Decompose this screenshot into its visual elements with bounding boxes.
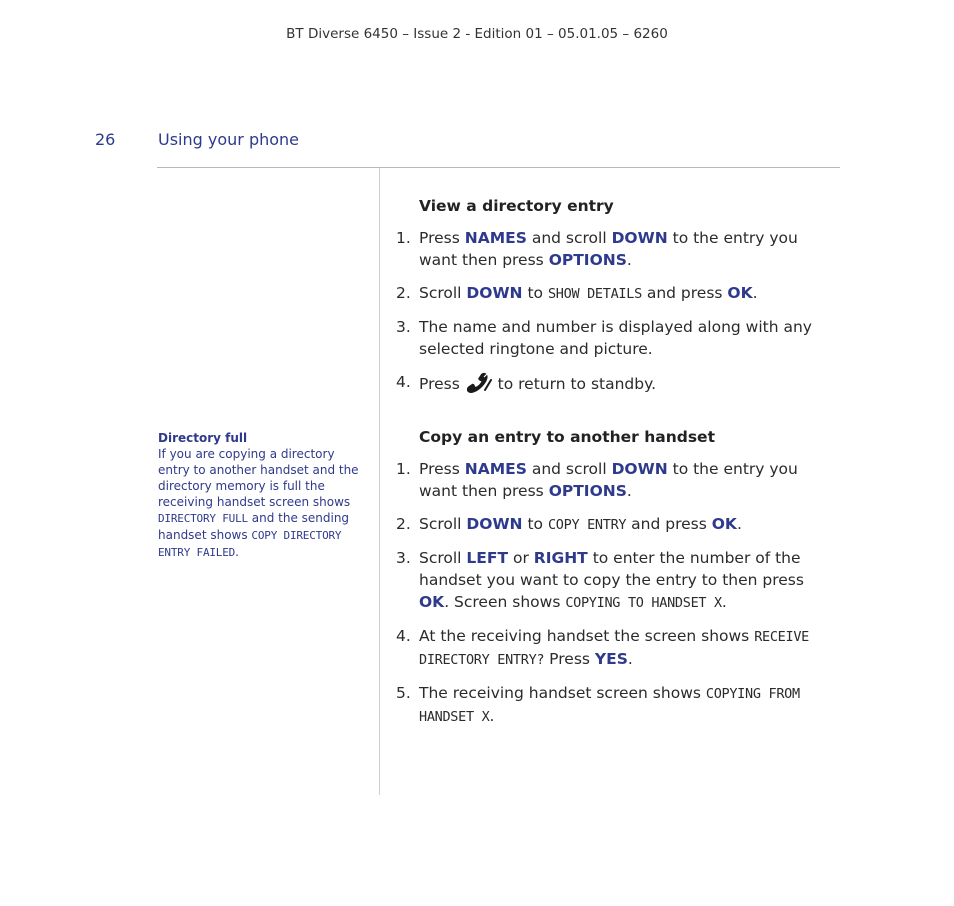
lcd-text: COPYING FROM HANDSET X — [419, 686, 800, 725]
lcd-text: SHOW DETAILS — [547, 286, 642, 302]
lcd-text: COPY ENTRY — [547, 517, 627, 533]
view-entry-heading: View a directory entry — [419, 197, 614, 215]
view-entry-steps — [396, 227, 836, 395]
page-number: 26 — [95, 130, 116, 149]
step-number: 5. — [396, 684, 411, 702]
step-number: 1. — [396, 460, 411, 478]
key-right: RIGHT — [533, 549, 588, 567]
key-down: DOWN — [466, 515, 523, 533]
step-item — [396, 513, 836, 536]
step-item — [396, 282, 836, 305]
step-text: Scroll — [419, 284, 467, 302]
lcd-text: COPYING TO HANDSET X — [565, 595, 722, 611]
sidenote-lcd-text: COPY DIRECTORY ENTRY FAILED — [158, 529, 342, 559]
key-down: DOWN — [611, 460, 668, 478]
step-item — [396, 458, 836, 502]
key-options: OPTIONS — [548, 482, 627, 500]
step-item — [396, 625, 836, 671]
step-text: Press — [419, 375, 465, 393]
step-text: to — [522, 284, 548, 302]
step-text: The name and number is displayed along with any selected ringtone and picture. — [419, 318, 812, 358]
step-item — [396, 682, 836, 728]
step-text: . — [721, 593, 727, 611]
step-number: 1. — [396, 229, 411, 247]
step-item — [396, 227, 836, 271]
step-text: to the entry you want then press — [419, 229, 798, 269]
sidenote-lcd-text: DIRECTORY FULL — [158, 512, 248, 525]
step-text: . — [626, 251, 632, 269]
step-item — [396, 371, 836, 395]
step-text: . Screen shows — [444, 593, 566, 611]
step-text: to — [522, 515, 548, 533]
step-text: and press — [641, 284, 728, 302]
key-ok: OK — [419, 593, 445, 611]
running-header: BT Diverse 6450 – Issue 2 - Edition 01 – 05.01.05 – 6260 — [286, 26, 668, 42]
step-number: 2. — [396, 515, 411, 533]
key-names: NAMES — [464, 460, 527, 478]
step-text: Scroll — [419, 515, 467, 533]
step-text: . — [626, 482, 632, 500]
step-text: The receiving handset screen shows — [419, 684, 706, 702]
step-text: Scroll — [419, 549, 467, 567]
key-ok: OK — [711, 515, 737, 533]
step-text: to enter the number of the handset you want to copy the entry to then press — [419, 549, 804, 589]
step-text: Press — [419, 229, 465, 247]
step-item — [396, 547, 836, 614]
step-number: 3. — [396, 549, 411, 567]
sidenote-directory-full — [158, 430, 368, 561]
key-down: DOWN — [611, 229, 668, 247]
step-text: At the receiving handset the screen shows — [419, 627, 755, 645]
step-number: 4. — [396, 627, 411, 645]
step-text: . — [627, 650, 633, 668]
step-text: to return to standby. — [492, 375, 656, 393]
copy-entry-heading: Copy an entry to another handset — [419, 428, 715, 446]
copy-entry-section — [396, 426, 836, 739]
step-text: or — [508, 549, 534, 567]
sidenote-text: . — [235, 545, 239, 559]
step-text: Press — [544, 650, 595, 668]
sidenote-text: If you are copying a directory entry to another handset and the directory memory is full the receiving handset screen shows — [158, 447, 359, 509]
end-call-phone-icon — [465, 371, 493, 395]
step-number: 2. — [396, 284, 411, 302]
lcd-text: RECEIVE DIRECTORY ENTRY? — [419, 629, 809, 668]
sidenote-title: Directory full — [158, 431, 248, 445]
key-names: NAMES — [464, 229, 527, 247]
sidenote-text: and the sending handset shows — [158, 511, 350, 542]
step-text: and scroll — [526, 460, 612, 478]
section-title: Using your phone — [158, 130, 300, 149]
step-text: . — [752, 284, 758, 302]
step-text: and press — [626, 515, 712, 533]
step-number: 3. — [396, 318, 411, 336]
step-text: Press — [419, 460, 465, 478]
step-number: 4. — [396, 373, 411, 391]
key-options: OPTIONS — [548, 251, 627, 269]
key-ok: OK — [727, 284, 753, 302]
step-item — [396, 316, 836, 360]
step-text: . — [489, 707, 495, 725]
key-down: DOWN — [466, 284, 523, 302]
view-entry-section — [396, 195, 836, 406]
header-divider — [157, 167, 840, 168]
copy-entry-steps — [396, 458, 836, 728]
key-left: LEFT — [466, 549, 509, 567]
column-divider — [379, 168, 380, 795]
key-yes: YES — [594, 650, 628, 668]
step-text: to the entry you want then press — [419, 460, 798, 500]
step-text: . — [736, 515, 742, 533]
step-text: and scroll — [526, 229, 612, 247]
